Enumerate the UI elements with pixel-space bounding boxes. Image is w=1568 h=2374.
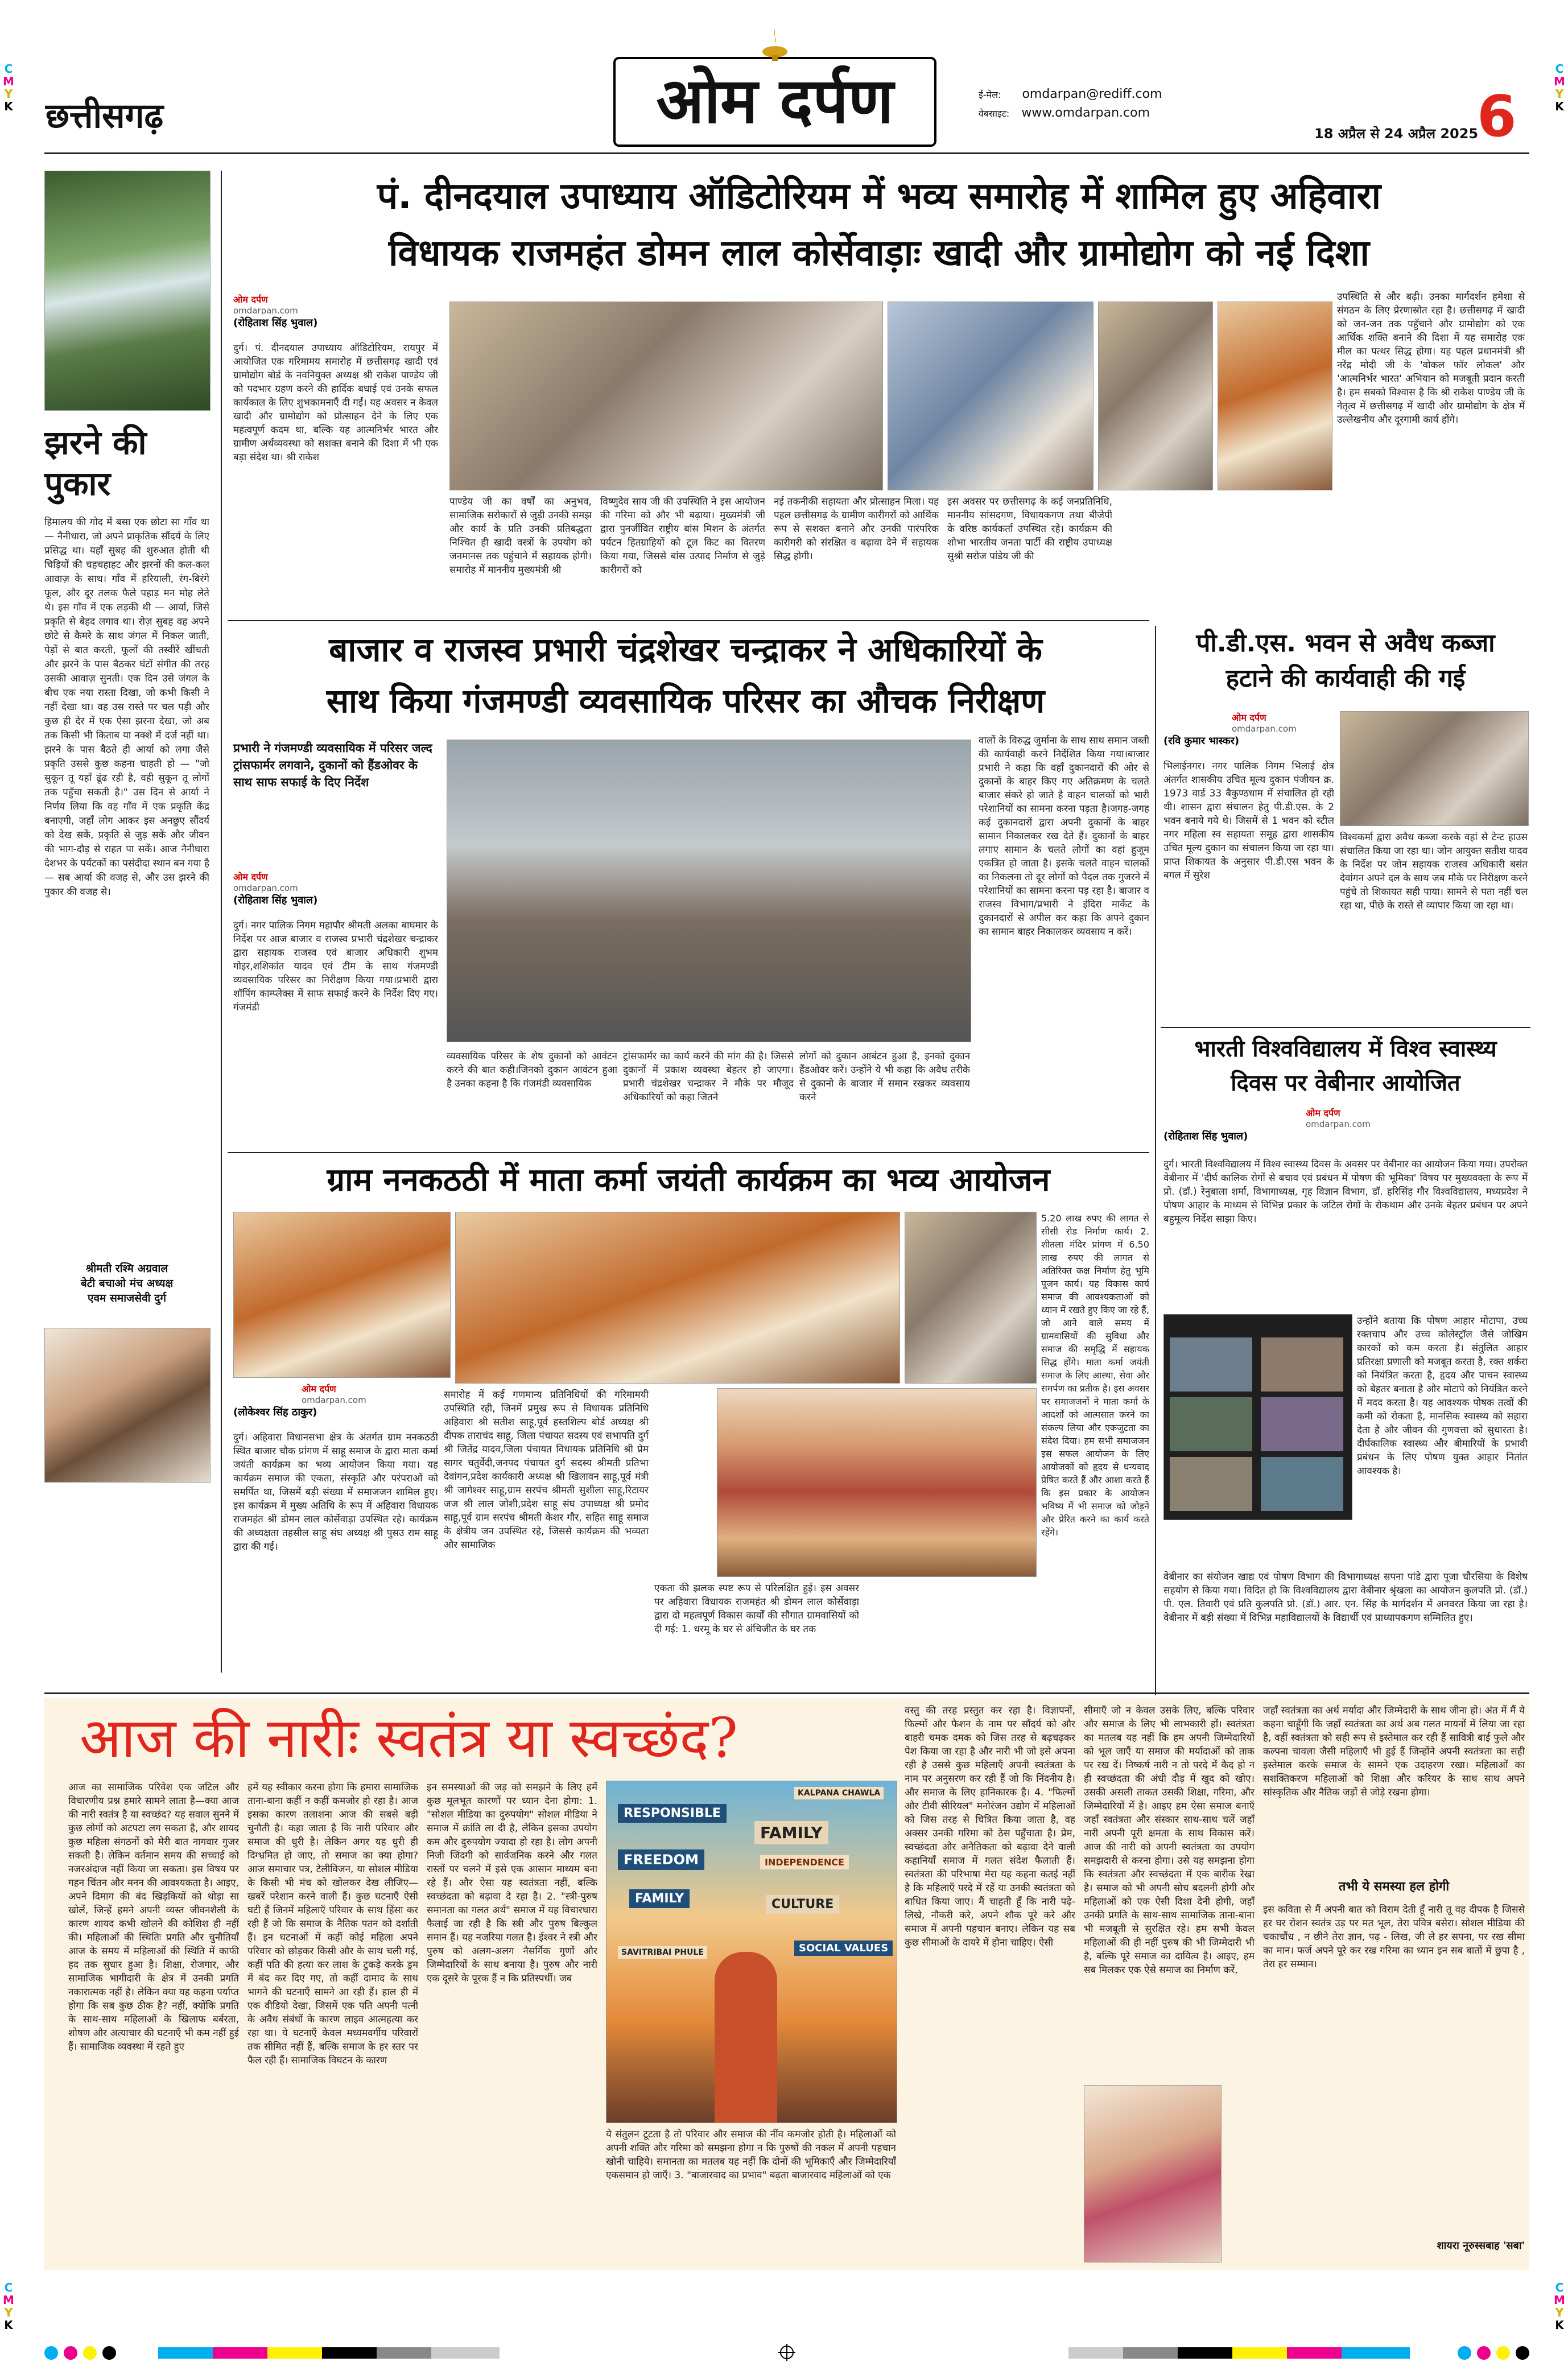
story6-author: शायरा नूरुस्सबाह 'सबा' bbox=[1437, 2240, 1525, 2252]
story3-source-name: ओम दर्पण bbox=[1232, 712, 1266, 723]
story2-col5: वालों के विरुद्ध जुर्माना के साथ साथ समान जब्ती की कार्यवाही करने निर्देशित किया गया।बाजार प्रभारी ने कहा कि वहाँ दुकानदारों की ओर से दुकानों के बाहर किए गए अतिक्रमण के चलते बाजार संकरे हो जाते है वाहन चालकों को भारी परेशानियों का सामना करना पड़ता है।जगह-जगह कई दुकानदारों द्वारा अपनी दुकानों के बाहर सामान निकालकर रख देते हैं। दुकानों के बाहर लगाए सामान के चलते लोगों का वहां हुजूम एकत्रित हो जाता है। इसके चलते वाहन चालकों का निकलना तो दूर लोगों को पैदल तक गुजरने में परेशानियों का सामना करना पड़ रहा है। बाजार व राजस्व विभाग/प्रभारी ने इंदिरा मार्केट के दुकानदारों से अपील कर कहा कि अपने दुकान का सामान बाहर निकालकर व्यवसाय न करें। bbox=[979, 735, 1149, 938]
story2-col2: व्यवसायिक परिसर के शेष दुकानों को आवंटन करने की बात कही।जिनको दुकान आवंटन हुआ है उनका कहना है कि गंजमंडी व्यवसायिक bbox=[447, 1051, 617, 1089]
illustration-label-4: FAMILY bbox=[629, 1889, 690, 1908]
story1-col6: उपस्थिति से और बढ़ी। उनका मार्गदर्शन हमेशा से संगठन के लिए प्रेरणास्रोत रहा है। छत्तीसगढ़ में खादी को जन-जन तक पहुँचाने और ग्रामोद्योग को एक आर्थिक शक्ति बनाने की दिशा में यह समारोह एक मील का पत्थर सिद्ध होगा। यह पहल प्रधानमंत्री श्री नरेंद्र मोदी जी के 'वोकल फॉर लोकल' और 'आत्मनिर्भर भारत' अभियान को मजबूती प्रदान करती है। हम सबको विश्वास है कि श्री राकेश पाण्डेय जी के नेतृत्व में छत्तीसगढ़ में खादी और ग्रामोद्योग के क्षेत्र में उल्लेखनीय और दूरगामी कार्य होंगे। bbox=[1337, 291, 1525, 426]
story4-intro: दुर्ग। भारती विश्वविद्यालय में विश्व स्वास्थ्य दिवस के अवसर पर वेबीनार का आयोजन किया गया। उपरोक्त वेबीनार में 'दीर्घ कालिक रोगों से बचाव एवं प्रबंधन में पोषण की भूमिका' विषय पर मुख्यवक्ता के रूप में प्रो. (डॉ.) रेनुबाला शर्मा, विभागाध्यक्ष, गृह विज्ञान विभाग, डॉ. हरिसिंह गौर विश्वविद्यालय, मध्यप्रदेश ने पोषण आहार के माध्यम से विभिन्न प्रकार के जटिल रोगों के रोकथाम और उनके बेहतर प्रबंधन पर अपने बहुमूल्य निर्देश साझा किए। bbox=[1163, 1159, 1528, 1225]
story1-col4: नई तकनीकी सहायता और प्रोत्साहन मिला। यह पहल छत्तीसगढ़ के ग्रामीण कारीगरों को आर्थिक रूप से सशक्त बनाने और उनकी पारंपरिक कारीगरी को संरक्षित व बढ़ावा देने में सहायक सिद्ध होगी। bbox=[774, 496, 939, 562]
story2-headline-1: बाजार व राजस्व प्रभारी चंद्रशेखर चन्द्राकर ने अधिकारियों के bbox=[329, 630, 1042, 669]
print-color-bar bbox=[44, 2344, 1529, 2361]
story2-bottom-rule bbox=[228, 1152, 1149, 1153]
sidebar-author-role2: एवम समाजसेवी दुर्ग bbox=[87, 1292, 166, 1304]
story1-source-site: omdarpan.com bbox=[233, 305, 298, 316]
contact-block bbox=[979, 85, 1162, 123]
illustration-label-2: FAMILY bbox=[754, 1821, 828, 1844]
story1-headline-1: पं. दीनदयाल उपाध्याय ऑडिटोरियम में भव्य समारोह में शामिल हुए अहिवारा bbox=[377, 175, 1381, 217]
story6-col1: आज का सामाजिक परिवेश एक जटिल और विचारणीय प्रश्न हमारे सामने लाता है—क्या आज की नारी स्वतंत्र है या स्वच्छंद? यह सवाल सुनने में कुछ लोगों को अटपटा लग सकता है, और शायद कुछ महिला संगठनों को मेरी बात नागवार गुजर सकती है। लेकिन वर्तमान समय की सच्चाई को नजरअंदाज नहीं किया जा सकता। इस विषय पर गहन चिंतन और मनन की आवश्यकता है। आइए, अपने दिमाग की बंद खिड़कियों को थोड़ा सा खोलें, जिन्हें हमने अपनी व्यस्त जीवनशैली के कारण शायद कभी खोलने की कोशिश ही नहीं की। महिलाओं की स्थितिः प्रगति और चुनौतियाँ आज के समय में महिलाओं की स्थिति में काफी हद तक सुधार हुआ है। शिक्षा, रोजगार, और सामाजिक भागीदारी के क्षेत्र में उनकी प्रगति नकारात्मक नहीं है। लेकिन क्या यह कहना पर्याप्त होगा कि सब कुछ ठीक है? नहीं, क्योंकि प्रगति के साथ-साथ महिलाओं के खिलाफ बर्बरता, शोषण और अत्याचार की घटनाएँ भी कम नहीं हुई हैं। सामाजिक व्यवस्था में रहते हुए bbox=[68, 1782, 239, 2053]
story3-source-site: omdarpan.com bbox=[1232, 724, 1297, 734]
story2-col1: दुर्ग। नगर पालिक निगम महापौर श्रीमती अलका बाघमार के निर्देश पर आज बाजार व राजस्व प्रभारी चंद्रशेखर चन्द्राकर द्वारा सहायक राजस्व एवं बाजार अधिकारी शुभम गोइर,शशिकांत यादव एवं टीम के साथ गंजमण्डी व्यवसायिक परिसर का निरीक्षण किया गया।प्रभारी द्वारा शॉपिंग काम्प्लेक्स में साफ सफाई करने के निर्देश दिए गए।गंजमंडी bbox=[233, 920, 438, 1013]
cmyk-mark-right: C M Y K bbox=[1554, 62, 1565, 113]
story2-byline: (रोहिताश सिंह भुवाल) bbox=[233, 894, 318, 906]
story6-poem: इस कविता से मैं अपनी बात को विराम देती हूँ नारी तू वह दीपक है जिससे हर घर रोशन स्वतंत्र उड़ पर मत भूल, तेरा पवित्र बसेरा। सोशल मीडिया की चकाचौंध , न छीने तेरा ज्ञान, पढ़ - लिख, जी ले हर सपना, पर रख सीमा का मान। फर्ज अपने पूरे कर रख गरिमा का ध्यान इन सब बातों में छुपा है , तेरा हर सम्मान। bbox=[1263, 1904, 1525, 1970]
story6-col2: हमें यह स्वीकार करना होगा कि हमारा सामाजिक ताना-बाना कहीं न कहीं कमजोर हो रहा है। आज इसका कारण तलाशना आज की सबसे बड़ी चुनौती है। कहा जाता है कि नारी परिवार और समाज की धुरी है। लेकिन अगर यह धुरी ही दिग्भ्रमित हो जाए, तो समाज का क्या होगा? आज समाचार पत्र, टेलीविजन, या सोशल मीडिया के किसी भी मंच को खोलकर देख लीजिए—खबरें परेशान करने वाली हैं। कुछ घटनाएँ ऐसी घटी हैं जिनमें महिलाएँ परिवार के साथ हिंसा कर रही हैं जो कि समाज के नैतिक पतन को दर्शाती हैं। इन घटनाओं में कहीं कोई महिला अपने परिवार को छोड़कर किसी और के साथ चली गई, कहीं पति की हत्या कर लाश के टुकड़े करके ड्रम में बंद कर दिए गए, तो कहीं दामाद के साथ भागने की घटनाएँ सामने आ रही हैं। हाल ही में एक वीडियो देखा, जिसमें एक पति अपनी पत्नी के अवैध संबंधों के कारण लाइव आत्महत्या कर रहा था। ये घटनाएँ केवल मध्यमवर्गीय परिवारों तक सीमित नहीं हैं, बल्कि समाज के हर स्तर पर फैल रही हैं। सामाजिक विघटन के कारण bbox=[247, 1782, 418, 2066]
illustration-woman-figure bbox=[715, 1952, 777, 2123]
story2-col4: लोगों को दुकान आबंटन हुआ है, इनको दुकान हैंडओवर करें। उन्होंने ये भी कहा कि अवैध तरीके से दुकानो के बाजार में समान रखकर व्यवसाय करने bbox=[799, 1051, 970, 1103]
story6-col3: इन समस्याओं की जड़ को समझने के लिए हमें कुछ मूलभूत कारणों पर ध्यान देना होगा: 1. "सोशल मीडिया का दुरुपयोग" सोशल मीडिया ने समाज में क्रांति ला दी है, लेकिन इसका उपयोग कम और दुरुपयोग ज्यादा हो रहा है। लोग अपनी निजी जिंदगी को सार्वजनिक करने और गलत रास्तों पर चलने में इसे एक आसान माध्यम बना रहे हैं। और ऐसा यह स्वतंत्रता नहीं, बल्कि स्वच्छंदता को बढ़ावा दे रहा है। 2. "स्त्री-पुरुष समानता का गलत अर्थ" समाज में यह विचारधारा फैलाई जा रही है कि स्त्री और पुरुष बिल्कुल समान हैं। यह नजरिया गलत है। ईश्वर ने स्त्री और पुरुष को अलग-अलग नैसर्गिक गुणों और जिम्मेदारियों के साथ बनाया है। पुरुष और नारी एक दूसरे के पूरक हैं न कि प्रतिस्पर्धी। जब bbox=[427, 1782, 597, 1984]
story6-author-photo bbox=[1084, 2085, 1222, 2262]
story6-illustration bbox=[606, 1781, 897, 2123]
story4-headline-1: भारती विश्वविद्यालय में विश्व स्वास्थ्य bbox=[1194, 1036, 1497, 1062]
story5-source-site: omdarpan.com bbox=[302, 1395, 366, 1405]
story5-byline: (लोकेश्वर सिंह ठाकुर) bbox=[233, 1406, 317, 1418]
story4-headline-2: दिवस पर वेबीनार आयोजित bbox=[1231, 1070, 1460, 1096]
story5-photo-2 bbox=[455, 1212, 900, 1384]
story3-source bbox=[1163, 711, 1334, 748]
story1-col3: विष्णुदेव साय जी की उपस्थिति ने इस आयोजन की गरिमा को और भी बढ़ाया। मुख्यमंत्री जी द्वारा पुनर्जीवित राष्ट्रीय बांस मिशन के अंतर्गत पर्यटन हितग्राहियों को टूल किट का वितरण किया गया, जिससे बांस उत्पाद निर्माण से जुड़े कारीगरों को bbox=[600, 496, 765, 576]
website-label: वेबसाइट: bbox=[979, 108, 1010, 119]
story5-col4: 5.20 लाख रुपए की लागत से सीसी रोड निर्माण कार्य। 2. शीतला मंदिर प्रांगण में 6.50 लाख रुपए की लागत से अतिरिक्त कक्ष निर्माण हेतु भूमि पूजन कार्य। यह विकास कार्य समाज की आवश्यकताओं को ध्यान में रखते हुए किए जा रहे हैं, जो आने वाले समय में ग्रामवासियों की सुविधा और समाज की समृद्धि में सहायक सिद्ध होंगे। माता कर्मा जयंती समाज के लिए आस्था, सेवा और समर्पण का प्रतीक है। इस अवसर पर समाजजनों ने माता कर्मा के आदर्शों को आत्मसात करने का संकल्प लिया और एकजुटता का संदेश दिया। हम सभी समाजजन इस सफल आयोजन के लिए आयोजकों को हृदय से धन्यवाद प्रेषित करते हैं और आशा करते हैं कि इस प्रकार के आयोजन भविष्य में भी समाज को जोड़ने और प्रेरित करने का कार्य करते रहेंगे। bbox=[1041, 1213, 1149, 1538]
cmyk-mark-left-bottom: C M Y K bbox=[3, 2281, 14, 2332]
story2-headline-2: साथ किया गंजमण्डी व्यवसायिक परिसर का औचक निरीक्षण bbox=[326, 682, 1045, 720]
cmyk-mark-left: C M Y K bbox=[3, 62, 14, 113]
story1-bottom-rule bbox=[228, 620, 1149, 621]
sidebar-column bbox=[44, 171, 209, 1428]
story1-photo-1 bbox=[449, 302, 883, 490]
masthead-box bbox=[613, 57, 936, 147]
story3-headline-2: हटाने की कार्यवाही की गई bbox=[1225, 664, 1466, 693]
illustration-label-8: SAVITRIBAI PHULE bbox=[618, 1946, 707, 1959]
story5-photo-1 bbox=[233, 1212, 451, 1378]
story1-photo-3 bbox=[1098, 302, 1213, 490]
illustration-label-6: INDEPENDENCE bbox=[760, 1855, 849, 1869]
story6-headline: आज की नारीः स्वतंत्र या स्वच्छंद? bbox=[80, 1706, 738, 1770]
sidebar-author-role1: बेटी बचाओ मंच अध्यक्ष bbox=[80, 1277, 174, 1290]
story3-bottom-rule bbox=[1161, 1027, 1530, 1028]
story2-source bbox=[233, 870, 438, 907]
story1-byline: (रोहिताश सिंह भुवाल) bbox=[233, 317, 318, 329]
story6-col7: जहाँ स्वतंत्रता का अर्थ मर्यादा और जिम्मेदारी के साथ जीना हो। अंत में मैं ये कहना चाहूँगी कि जहाँ स्वतंत्रता का अर्थ अब गलत मायनों में लिया जा रहा है, वहीं स्वतंत्रता को सही रूप से इस्तेमाल कर रही हैं सावित्री बाई फुले और कल्पना चावला जैसी महिलाएँ भी हुई हैं जिन्होंने अपनी स्वतंत्रता का सही इस्तेमाल करके समाज के सामने एक उदाहरण रखा। महिलाओं का सशक्तिकरण महिलाओं को शिक्षा और करियर के साथ साथ अपने सांस्कृतिक और नैतिक जड़ों से जोड़े रखना होगा। bbox=[1263, 1705, 1525, 1798]
email-link[interactable]: omdarpan@rediff.com bbox=[1022, 87, 1162, 101]
story5-source bbox=[233, 1382, 438, 1419]
sidebar-divider bbox=[221, 171, 222, 1673]
story1-col2: पाण्डेय जी का वर्षों का अनुभव, सामाजिक सरोकारों से जुड़ी उनकी समझ और कार्य के प्रति उनकी प्रतिबद्धता निश्चित ही खादी वस्त्रों के उपयोग को जनमानस तक पहुंचाने में सहायक होगी। समारोह में माननीय मुख्यमंत्री श्री bbox=[449, 496, 592, 576]
website-link[interactable]: www.omdarpan.com bbox=[1021, 106, 1150, 120]
story5-headline: ग्राम ननकठठी में माता कर्मा जयंती कार्यक्रम का भव्य आयोजन bbox=[327, 1162, 1050, 1199]
story2-col3: ट्रांसफार्मर का कार्य करने की मांग की है। जिससे दुकानों में प्रकाश व्यवस्था बेहतर हो जाएगा।प्रभारी चंद्रशेखर चन्द्राकर ने मौके पर मौजूद अधिकारियों को कहा जितने bbox=[623, 1051, 794, 1103]
cmyk-mark-right-bottom: C M Y K bbox=[1554, 2281, 1565, 2332]
date-range: 18 अप्रैल से 24 अप्रैल 2025 bbox=[1314, 126, 1479, 142]
illustration-label-3: FREEDOM bbox=[618, 1849, 704, 1870]
story5-photo-4 bbox=[717, 1388, 1037, 1577]
sidebar-author-photo bbox=[44, 1328, 211, 1483]
email-label: ई-मेल: bbox=[979, 89, 1001, 100]
illustration-label-5: CULTURE bbox=[766, 1895, 839, 1914]
story1-source-name: ओम दर्पण bbox=[233, 294, 268, 305]
story6-col5: वस्तु की तरह प्रस्तुत कर रहा है। विज्ञापनों, फिल्मों और फैशन के नाम पर सौंदर्य को और बाहरी चमक दमक को जिस तरह से बढ़चढ़कर पेश किया जा रहा है और नारी भी जो इसे अपना रही है उससे कुछ महिलाएँ अपनी स्वतंत्रता के नाम पर अनुसरण कर रही हैं जो कि निंदनीय है। और समाज के लिए हानिकारक है। 4. "फिल्मों और टीवी सीरियल" मनोरंजन उद्योग में महिलाओं को जिस तरह से चित्रित किया जाता है, वह अक्सर उनकी गरिमा को ठेस पहुँचाता है। प्रेम, स्वच्छंदता और अनैतिकता को बढ़ावा देने वाली कहानियाँ समाज में गलत संदेश फैलाती हैं। स्वतंत्रता की परिभाषा मेरा यह कहना कतई नहीं है कि महिलाएँ परदे में रहें या उनकी स्वतंत्रता को बाधित किया जाए। मैं चाहती हूँ कि नारी पढ़े-लिखे, नौकरी करे, अपने शौक पूरे करे और समाज में अपनी पहचान बनाए। लेकिन यह सब कुछ सीमाओं के दायरे में होना चाहिए। ऐसी bbox=[905, 1705, 1075, 1948]
story5-bottom-rule bbox=[44, 1692, 1529, 1694]
masthead-title: ओम दर्पण bbox=[656, 64, 894, 137]
illustration-label-7: SOCIAL VALUES bbox=[794, 1941, 893, 1956]
right-column-divider bbox=[1155, 626, 1156, 1695]
story4-source-site: omdarpan.com bbox=[1306, 1119, 1371, 1129]
story3-photo bbox=[1340, 711, 1529, 826]
story5-col2: समारोह में कई गणमान्य प्रतिनिधियों की गरिमामयी उपस्थिति रही, जिनमें प्रमुख रूप से विधायक प्रतिनिधि अहिवारा श्री सतीश साहू,पूर्व हस्तशिल्प बोर्ड अध्यक्ष श्री दीपक ताराचंद साहू, जिला पंचायत सदस्य एवं सभापति दुर्ग श्री जितेंद्र यादव,जिला पंचायत विधायक प्रतिनिधि श्री प्रेम सागर चतुर्वेदी,जनपद पंचायत दुर्ग सदस्य श्रीमती प्रतिभा देवांगन,प्रदेश कार्यकारी अध्यक्ष श्री खिलावन साहू,पूर्व मंत्री श्री जागेश्वर साहू,ग्राम सरपंच श्रीमती सुशीला साहू,रिटायर जज श्री लाल जोशी,प्रदेश साहू संघ उपाध्यक्ष श्री प्रमोद साहू,पूर्व ग्राम सरपंच श्रीमती केशर गौर, सहित साहू समाज के क्षेत्रीय जन उपस्थित रहे, जिससे कार्यक्रम की भव्यता और सामाजिक bbox=[444, 1389, 649, 1551]
story2-source-name: ओम दर्पण bbox=[233, 872, 268, 882]
story3-headline-1: पी.डी.एस. भवन से अवैध कब्जा bbox=[1196, 629, 1495, 658]
page-number: 6 bbox=[1477, 83, 1517, 150]
story1-photo-4 bbox=[1218, 302, 1332, 490]
sidebar-body: हिमालय की गोद में बसा एक छोटा सा गाँव था — नैनीधारा, जो अपने प्राकृतिक सौंदर्य के लिए प्रसिद्ध था। यहाँ सुबह की शुरुआत होती थी चिड़ियों की चहचहाहट और झरनों की कल-कल आवाज़ के साथ। गाँव में हरियाली, रंग-बिरंगे फूल, और दूर तलक फैले पहाड़ मन मोह लेते थे। इस गाँव में एक लड़की थी — आर्या, जिसे प्रकृति से बेहद लगाव था। रोज़ सुबह वह अपने छोटे से कैमरे के साथ जंगल में निकल जाती, पेड़ों से बात करती, फूलों की तस्वीरें खींचती और झरने के पास बैठकर घंटों संगीत की तरह उसकी आवाज़ सुनती। एक दिन उसे जंगल के बीच एक नया रास्ता दिखा, जो कभी किसी ने नहीं देखा था। वह उस रास्ते पर चल पड़ी और कुछ ही देर में एक ऐसा झरना देखा, जो अब तक किसी भी किताब या नक्शे में दर्ज नहीं था। झरने के पास बैठते ही आर्या को लगा जैसे प्रकृति उससे कुछ कहना चाहती हो — "जो सुकून तू यहाँ ढूंढ रही है, वही सुकून तू लोगों तक पहुँचा सकती है।" उस दिन से आर्या ने निर्णय लिया कि वह गाँव में एक प्रकृति केंद्र बनाएगी, जहाँ लोग आकर इस अनछुए सौंदर्य को देख सकें, प्रकृति से जुड़ सकें और जीवन की भाग-दौड़ से राहत पा सकें। आज नैनीधारा देशभर के पर्यटकों का पसंदीदा स्थान बन गया है — सब आर्या की वजह से, और उस झरने की पुकार की वजह से। bbox=[44, 517, 209, 898]
story1-source bbox=[233, 293, 438, 329]
illustration-label-1: RESPONSIBLE bbox=[618, 1804, 727, 1823]
illustration-label-9: KALPANA CHAWLA bbox=[794, 1787, 884, 1799]
story4-source-name: ओम दर्पण bbox=[1306, 1108, 1340, 1118]
story3-byline: (रवि कुमार भास्कर) bbox=[1163, 735, 1240, 747]
sidebar-title: झरने की पुकार bbox=[44, 423, 147, 503]
region-title: छत्तीसगढ़ bbox=[46, 96, 164, 136]
sidebar-waterfall-photo bbox=[44, 171, 211, 411]
story5-col1: दुर्ग। अहिवारा विधानसभा क्षेत्र के अंतर्गत ग्राम ननकठठी स्थित बाजार चौक प्रांगण में साहू समाज के द्वारा माता कर्मा जयंती कार्यक्रम का भव्य आयोजन किया गया। यह कार्यक्रम समाज की एकता, संस्कृति और परंपराओं को समर्पित था, जिसमें बड़ी संख्या में समाजजन शामिल हुए। इस कार्यक्रम में मुख्य अतिथि के रूप में अहिवारा विधायक राजमहंत श्री डोमन लाल कोर्सेवाड़ा उपस्थित रहे। कार्यक्रम की अध्यक्षता तहसील साहू संघ अध्यक्ष श्री पुसउ राम साहू द्वारा की गई। bbox=[233, 1432, 438, 1553]
story6-col6: सीमाएँ जो न केवल उसके लिए, बल्कि परिवार और समाज के लिए भी लाभकारी हों। स्वतंत्रता का मतलब यह नहीं कि हम अपनी जिम्मेदारियों को भूल जाएँ या समाज की मर्यादाओं को ताक पर रख दें। निष्कर्ष नारी न तो परदे में कैद हो न ही स्वच्छंदता की अंधी दौड़ में खुद को खोए। उसकी असली ताकत उसकी शिक्षा, गरिमा, और जिम्मेदारियों में है। आइए हम ऐसा समाज बनाएँ जहाँ स्वतंत्रता और संस्कार साथ-साथ चलें जहाँ नारी अपनी पूरी क्षमता के साथ विकास करें। आज की नारी को अपनी स्वतंत्रता का उपयोग समझदारी से करना होगा। उसे यह समझना होगा कि स्वतंत्रता और स्वच्छंदता में एक बारीक रेखा है। समाज को भी अपनी सोच बदलनी होगी और महिलाओं को एक ऐसी दिशा देनी होगी, जहाँ उनकी प्रगति के साथ-साथ सामाजिक ताना-बाना भी मजबूती से सुरक्षित रहे। हम सभी केवल महिलाओं की ही नहीं पुरुष की भी जिम्मेदारी भी है, बल्कि पूरे समाज का दायित्व है। आइए, हम सब मिलकर एक ऐसे समाज का निर्माण करें, bbox=[1084, 1705, 1255, 1976]
story5-col3: एकता की झलक स्पष्ट रूप से परिलक्षित हुई। इस अवसर पर अहिवारा विधायक राजमहंत श्री डोमन लाल कोर्सेवाड़ा द्वारा दो महत्वपूर्ण विकास कार्यों की सौगात ग्रामवासियों को दी गई: 1. धरमू के घर से अंचिजीत के घर तक bbox=[654, 1583, 859, 1635]
story5-photo-3 bbox=[905, 1212, 1037, 1384]
story4-source bbox=[1163, 1107, 1528, 1143]
story6-subhead: तभी ये समस्या हल होगी bbox=[1338, 1880, 1450, 1894]
story4-col2: वेबीनार का संयोजन खाद्य एवं पोषण विभाग की विभागाध्यक्ष सपना पांडे द्वारा पूजा चौरसिया के विशेष सहयोग से किया गया। विदित हो कि विश्वविद्यालय द्वारा वेबीनार श्रृंखला का आयोजन कुलपति प्रो. (डॉ.) पी. एल. तिवारी एवं प्रति कुलपति प्रो. (डॉ.) आर. एन. सिंह के मार्गदर्शन में अनवरत किया जा रहा है। वेबीनार में बड़ी संख्या में विभिन्न महाविद्यालयों के विद्यार्थी एवं प्राध्यापकगण सम्मिलित हुए। bbox=[1163, 1571, 1528, 1624]
story3-col2: विश्वकर्मा द्वारा अवैध कब्जा करके वहां से टेन्ट हाउस संचालित किया जा रहा था। जोन आयुक्त सतीश यादव के निर्देश पर जोन सहायक राजस्व अधिकारी बसंत देवांगन अपने दल के साथ जब मौके पर निरीक्षण करने पहुंचे तो शिकायत सही पाया। सामने से पता नहीं चल रहा था, पीछे के रास्ते से व्यापार किया जा रहा था। bbox=[1340, 832, 1528, 911]
story5-source-name: ओम दर्पण bbox=[302, 1384, 336, 1394]
story4-col1: उन्होंने बताया कि पोषण आहार मोटापा, उच्च रक्तचाप और उच्च कोलेस्ट्रॉल जैसे जोखिम कारकों को कम करता है। संतुलित आहार प्रतिरक्षा प्रणाली को मजबूत करता है, रक्त शर्करा को नियंत्रित करता है, हृदय और पाचन स्वास्थ्य को बेहतर बनाता है और मोटापे को नियंत्रित करने में मदद करता है। यह आवश्यक पोषक तत्वों की कमी को रोकता है, मानसिक स्वास्थ्य को सहारा देता है और जीवन की गुणवत्ता को सुधारता है। दीर्घकालिक स्वास्थ्य और बीमारियों के प्रभावी प्रबंधन के लिए पोषण युक्त आहार नितांत आवश्यक है। bbox=[1357, 1315, 1528, 1477]
story4-byline: (रोहिताश सिंह भुवाल) bbox=[1163, 1130, 1248, 1142]
story1-photo-2 bbox=[888, 302, 1094, 490]
header-rule bbox=[44, 152, 1529, 154]
sidebar-author-name: श्रीमती रश्मि अग्रवाल bbox=[85, 1262, 168, 1275]
story4-webinar-screenshot bbox=[1163, 1314, 1352, 1520]
story6-col4: ये संतुलन टूटता है तो परिवार और समाज की नींव कमजोर होती है। महिलाओं को अपनी शक्ति और गरिमा को समझना होगा न कि पुरुषों की नकल में अपनी पहचान खोनी चाहिये। समानता का मतलब यह नहीं कि दोनों की भूमिकाएँ और जिम्मेदारियाँ एकसमान हो जाएँ। 3. "बाजारवाद का प्रभाव" बढ़ता बाजारवाद महिलाओं को एक bbox=[606, 2129, 896, 2181]
story3-col1: भिलाईनगर। नगर पालिक निगम भिलाई क्षेत्र अंतर्गत शासकीय उचित मूल्य दुकान पंजीयन क्र. 1973 वार्ड 33 बैकुण्ठधाम में संचालित हो रही थी। शासन द्वारा संचालन हेतु पी.डी.एस. के 2 भवन बनाये गये थे। जिसमें से 1 भवन को स्टील नगर महिला स्व सहायता समूह द्वारा शासकीय उचित मूल्य दुकान का संचालन किया जा रहा था। प्राप्त शिकायत के अनुसार पी.डी.एस भवन के बगल में सुरेश bbox=[1163, 761, 1334, 881]
story1-col5: इस अवसर पर छत्तीसगढ़ के कई जनप्रतिनिधि, माननीय सांसदगण, विधायकगण तथा बीजेपी के वरिष्ठ कार्यकर्ता उपस्थित रहे। कार्यक्रम की शोभा भारतीय जनता पार्टी की राष्ट्रीय उपाध्यक्ष सुश्री सरोज पांडेय जी की bbox=[947, 496, 1112, 562]
story2-photo bbox=[447, 740, 971, 1042]
story1-col1: दुर्ग। पं. दीनदयाल उपाध्याय ऑडिटोरियम, रायपुर में आयोजित एक गरिमामय समारोह में छत्तीसगढ़ खादी एवं ग्रामोद्योग बोर्ड के नवनियुक्त अध्यक्ष श्री राकेश पाण्डेय जी को पदभार ग्रहण करने की हार्दिक बधाई एवं उनके सफल कार्यकाल के लिए शुभकामनाएँ दी गईं। यह अवसर न केवल खादी और ग्रामोद्योग को प्रोत्साहन देने के लिए एक महत्वपूर्ण कदम था, बल्कि यह आत्मनिर्भर भारत और ग्रामीण अर्थव्यवस्था को सशक्त बनाने की दिशा में भी एक बड़ा संदेश था। श्री राकेश bbox=[233, 342, 438, 463]
masthead-lamp-icon bbox=[761, 28, 789, 62]
registration-mark-icon bbox=[778, 2344, 795, 2361]
story2-bullet: प्रभारी ने गंजमण्डी व्यवसायिक में परिसर जल्द ट्रांसफार्मर लगवाने, दुकानों को हैंडओवर के साथ साफ सफाई के दिए निर्देश bbox=[233, 741, 432, 789]
story1-headline-2: विधायक राजमहंत डोमन लाल कोर्सेवाड़ाः खादी और ग्रामोद्योग को नई दिशा bbox=[389, 232, 1369, 274]
story2-source-site: omdarpan.com bbox=[233, 883, 298, 893]
